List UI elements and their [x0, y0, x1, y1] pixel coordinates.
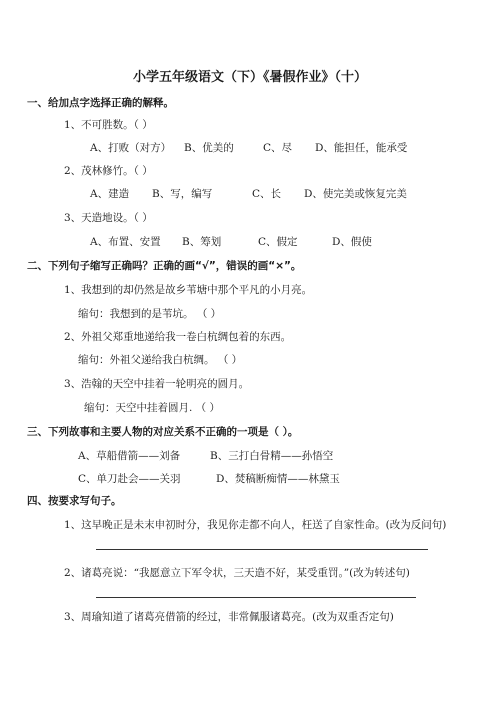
s1-q2-stem: 2、茂林修竹。（ ） [64, 165, 153, 177]
s1-q2-option-d: D、使完美或恢复完美 [304, 188, 407, 200]
s2-item-2-sentence: 2、外祖父郑重地递给我一卷白杭绸包着的东西。 [64, 331, 292, 343]
s1-q2-option-a: A、建造 [90, 188, 130, 200]
s1-q3-stem: 3、天造地设。（ ） [64, 212, 153, 224]
s1-q1-stem: 1、不可胜数。（ ） [64, 119, 153, 131]
s1-q3-option-d: D、假使 [332, 236, 372, 248]
s1-q3-option-b: B、筹划 [182, 236, 222, 248]
s3-option-b: B、三打白骨精——孙悟空 [210, 450, 334, 462]
s2-item-3-sentence: 3、浩翰的天空中挂着一轮明亮的圆月。 [64, 378, 250, 390]
section-3-heading: 三、下列故事和主要人物的对应关系不正确的一项是（ ）。 [27, 426, 299, 438]
page-title: 小学五年级语文（下）《暑假作业》（十） [132, 70, 367, 85]
s2-item-1-sentence: 1、我想到的却仍然是故乡苇塘中那个平凡的小月亮。 [64, 284, 313, 296]
s4-q1: 1、这早晚正是未末申初时分，我见你走都不向人，枉送了自家性命。(改为反问句) [64, 519, 447, 531]
s3-option-d: D、焚稿断痴情——林黛玉 [216, 473, 340, 485]
s3-option-c: C、单刀赴会——关羽 [78, 473, 181, 485]
s1-q3-option-c: C、假定 [258, 236, 298, 248]
s2-item-2-short: 缩句：外祖父递给我白杭绸。 （ ） [78, 354, 243, 366]
s1-q1-option-b: B、优美的 [184, 142, 234, 154]
s3-option-a: A、草船借箭——刘备 [78, 450, 181, 462]
s4-q3: 3、周瑜知道了诸葛亮借箭的经过，非常佩服诸葛亮。(改为双重否定句) [64, 611, 394, 623]
section-2-heading: 二、下列句子缩写正确吗？正确的画“√”，错误的画“×”。 [27, 260, 302, 272]
s1-q1-option-a: A、打败（对方） [90, 142, 172, 154]
answer-line-2 [96, 597, 416, 598]
answer-line-1 [96, 549, 428, 550]
s1-q1-option-c: C、尽 [263, 142, 293, 154]
s2-item-1-short: 缩句：我想到的是苇坑。 （ ） [78, 308, 222, 320]
s1-q1-option-d: D、能担任，能承受 [315, 142, 408, 154]
s2-item-3-short: 缩句：天空中挂着圆月. （ ） [84, 402, 221, 414]
s1-q2-option-b: B、写，编写 [152, 188, 213, 200]
section-4-heading: 四、按要求写句子。 [27, 495, 122, 507]
s4-q2: 2、诸葛亮说：“我愿意立下军令状，三天造不好，某受重罚。”(改为转述句) [64, 567, 410, 579]
s1-q3-option-a: A、布置、安置 [90, 236, 161, 248]
section-1-heading: 一、给加点字选择正确的解释。 [27, 97, 174, 109]
s1-q2-option-c: C、长 [252, 188, 282, 200]
